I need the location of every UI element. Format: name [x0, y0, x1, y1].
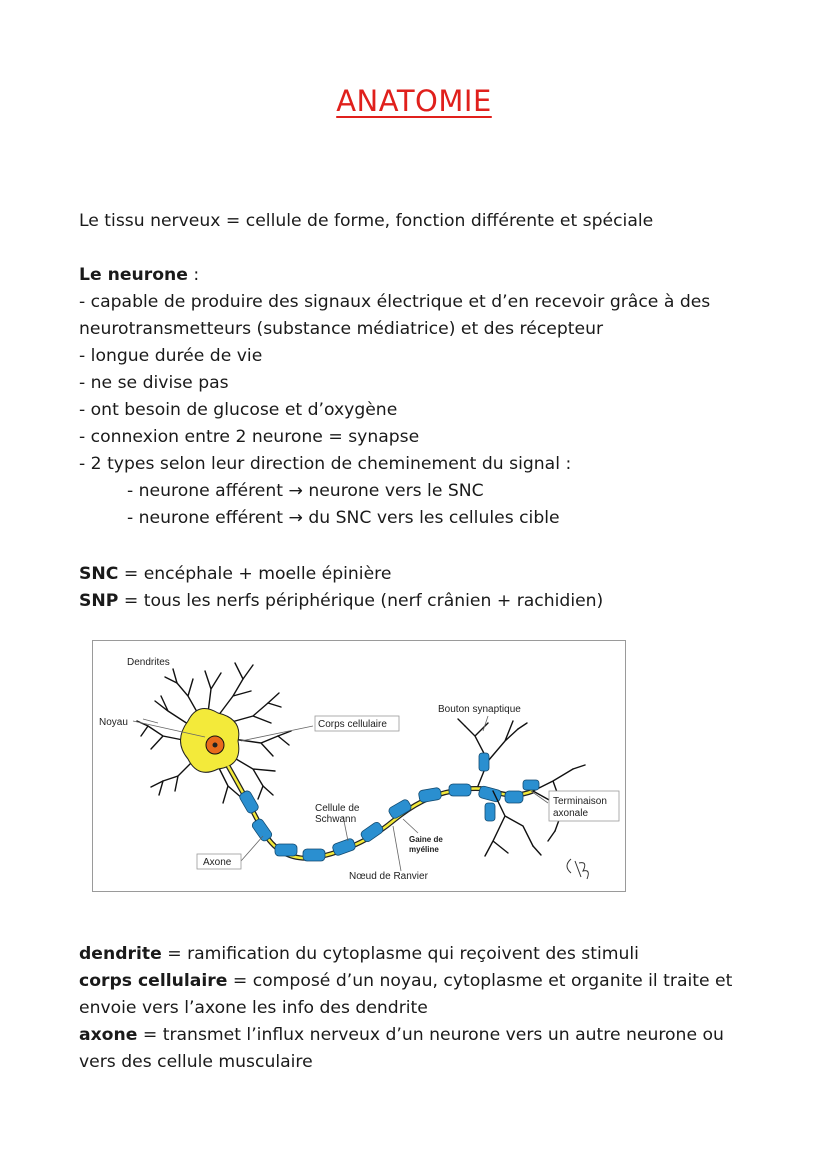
- nucleolus-shape: [213, 743, 218, 748]
- list-item: - longue durée de vie: [79, 346, 263, 366]
- label-axone: Axone: [203, 857, 232, 868]
- label-gaine-1: Gaine de: [409, 835, 443, 844]
- list-item: neurotransmetteurs (substance médiatrice) et des récepteur: [79, 319, 604, 339]
- list-item: - ont besoin de glucose et d’oxygène: [79, 400, 398, 420]
- neuron-illustration: [93, 641, 625, 891]
- neuron-diagram: [92, 640, 626, 892]
- label-gaine-2: myéline: [409, 845, 439, 854]
- list-item: - ne se divise pas: [79, 373, 229, 393]
- intro-text: Le tissu nerveux = cellule de forme, fonction différente et spéciale: [79, 211, 654, 231]
- label-terminaison-2: axonale: [553, 808, 589, 819]
- glossary-text: = composé d’un noyau, cytoplasme et organite il traite et: [227, 971, 733, 991]
- label-corps-cellulaire: Corps cellulaire: [318, 719, 387, 730]
- neurone-heading-term: Le neurone: [79, 265, 188, 285]
- myelin-sheath: [238, 784, 523, 861]
- definition-term: SNP: [79, 591, 119, 611]
- copyright-signature-icon: [567, 859, 588, 879]
- definition-text: = encéphale + moelle épinière: [118, 564, 392, 584]
- glossary-term: dendrite: [79, 944, 162, 964]
- label-dendrites: Dendrites: [127, 657, 170, 668]
- glossary-text: = ramification du cytoplasme qui reçoivent des stimuli: [161, 944, 639, 964]
- glossary-corps-cellulaire: [79, 968, 732, 995]
- sub-list-item: - neurone afférent → neurone vers le SNC: [127, 481, 484, 501]
- glossary-continuation: envoie vers l’axone les info des dendrite: [79, 998, 428, 1018]
- neurone-heading: [79, 262, 199, 289]
- label-noyau: Noyau: [99, 717, 128, 728]
- sub-list-item: - neurone efférent → du SNC vers les cellules cible: [127, 508, 560, 528]
- definition-term: SNC: [79, 564, 119, 584]
- glossary-term: corps cellulaire: [79, 971, 228, 991]
- glossary-dendrite: [79, 941, 639, 968]
- definition-snc: [79, 561, 391, 588]
- definition-text: = tous les nerfs périphérique (nerf crânien + rachidien): [118, 591, 604, 611]
- glossary-continuation: vers des cellule musculaire: [79, 1052, 313, 1072]
- glossary-term: axone: [79, 1025, 138, 1045]
- definition-snp: [79, 588, 603, 615]
- glossary-axone: [79, 1022, 724, 1049]
- page-title: ANATOMIE: [336, 84, 492, 118]
- glossary-text: = transmet l’influx nerveux d’un neurone vers un autre neurone ou: [137, 1025, 724, 1045]
- list-item: - capable de produire des signaux électrique et d’en recevoir grâce à des: [79, 292, 711, 312]
- neurone-heading-colon: :: [187, 265, 200, 285]
- label-bouton-synaptique: Bouton synaptique: [438, 704, 521, 715]
- label-schwann-2: Schwann: [315, 814, 357, 825]
- label-noeud-ranvier: Nœud de Ranvier: [349, 871, 428, 882]
- list-item: - 2 types selon leur direction de cheminement du signal :: [79, 454, 572, 474]
- list-item: - connexion entre 2 neurone = synapse: [79, 427, 420, 447]
- label-schwann-1: Cellule de: [315, 803, 360, 814]
- label-terminaison-1: Terminaison: [553, 796, 607, 807]
